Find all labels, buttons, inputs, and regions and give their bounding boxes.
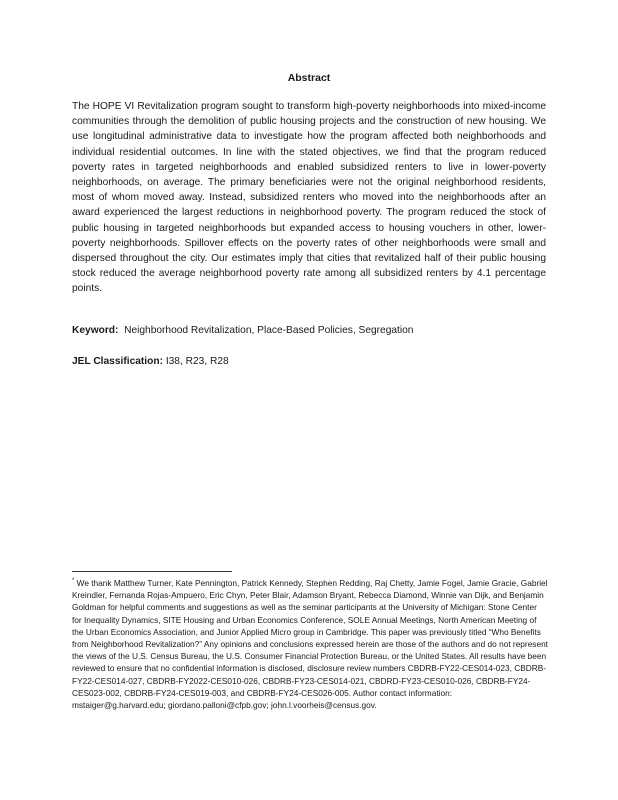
jel-line bbox=[72, 354, 546, 369]
abstract-body: The HOPE VI Revitalization program sought to transform high-poverty neighborhoods into mixed-income communities through the demolition of public housing projects and the construction of new housing. We use longitudinal administrative data to investigate how the program affected both neighborhoods and individual residential outcomes. In line with the stated objectives, we find that the program reduced poverty rates in targeted neighborhoods and enabled subsidized renters to live in lower-poverty neighborhoods, on average. The primary beneficiaries were not the original neighborhood residents, most of whom moved away. Instead, subsidized renters who moved into the neighborhoods after an award experienced the largest reductions in neighborhood poverty. The program reduced the stock of public housing in targeted neighborhoods but expanded access to housing vouchers in other, lower-poverty neighborhoods. Spillover effects on the poverty rates of other neighborhoods were small and dispersed throughout the city. Our estimates imply that cities that revitalized half of their public housing stock reduced the average neighborhood poverty rate among all subsidized renters by 4.1 percentage points. bbox=[72, 101, 546, 295]
jel-label: JEL Classification: bbox=[72, 356, 163, 367]
footnote-text: We thank Matthew Turner, Kate Pennington, Patrick Kennedy, Stephen Redding, Raj Chetty, Jamie Fogel, Jamie Gracie, Gabriel Kreindler, Fernanda Rojas-Ampuero, Eric Chyn, Peter Blair, Adamson Bryant, Rebecca Diamond, Winnie van Dijk, and Benjamin Goldman for helpful comments and suggestions as well as the seminar participants at the University of Michigan: Stone Center for Inequality Dynamics, SITE Housing and Urban Economics Conference, SOLE Annual Meetings, North American Meeting of the Urban Economics Association, and Junior Applied Micro group in Cambridge. This paper was previously titled “Who Benefits from Neighborhood Revitalization?” Any opinions and conclusions expressed herein are those of the authors and do not represent the views of the U.S. Census Bureau, the U.S. Consumer Financial Protection Bureau, or the United States. All results have been reviewed to ensure that no confidential information is disclosed, disclosure review numbers CBDRB-FY22-CES014-023, CBDRB-FY22-CES014-027, CBDRB-FY2022-CES010-026, CBDRB-FY23-CES014-021, CBDRD-FY23-CES010-026, CBDRB-FY24-CES023-002, CBDRB-FY24-CES019-003, and CBDRB-FY24-CES026-005. Author contact information: mstaiger@g.harvard.edu; giordano.palloni@cfpb.gov; john.l.voorheis@census.gov. bbox=[72, 578, 548, 711]
jel-value: I38, R23, R28 bbox=[165, 356, 229, 367]
keyword-value: Neighborhood Revitalization, Place-Based Policies, Segregation bbox=[124, 325, 414, 336]
keyword-line bbox=[72, 323, 546, 338]
footnote-marker: * bbox=[72, 578, 75, 585]
abstract-heading: Abstract bbox=[287, 72, 331, 84]
footnote bbox=[72, 577, 548, 711]
footnote-divider bbox=[72, 571, 232, 572]
keyword-label: Keyword: bbox=[72, 325, 119, 336]
